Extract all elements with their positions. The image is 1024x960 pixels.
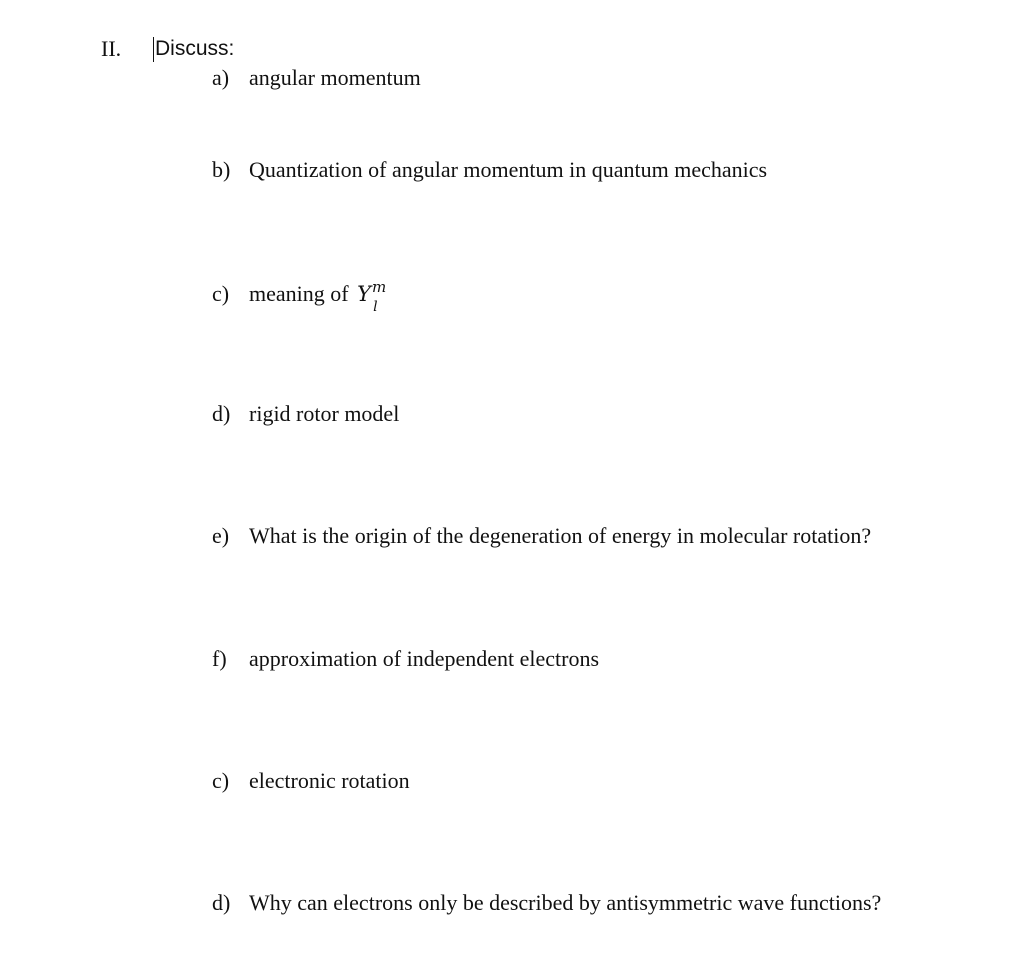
math-superscript: m xyxy=(371,278,387,296)
question-a xyxy=(212,64,421,92)
question-letter: d) xyxy=(212,890,231,915)
question-text: What is the origin of the degeneration of energy in molecular rotation? xyxy=(249,523,872,548)
question-letter: a) xyxy=(212,65,230,90)
question-b xyxy=(212,156,767,184)
question-letter: b) xyxy=(212,157,231,182)
section-heading-text: Discuss: xyxy=(155,37,235,60)
question-e xyxy=(212,522,871,550)
question-c-second xyxy=(212,767,410,795)
question-text: Quantization of angular momentum in quantum mechanics xyxy=(249,157,768,182)
question-text: meaning of xyxy=(249,281,355,306)
question-d-second xyxy=(212,889,881,917)
question-d xyxy=(212,400,399,428)
question-letter: c) xyxy=(212,281,230,306)
question-text: angular momentum xyxy=(249,65,421,90)
question-text: Why can electrons only be described by antisymmetric wave functions? xyxy=(249,890,882,915)
question-letter: f) xyxy=(212,646,227,671)
spherical-harmonic-symbol xyxy=(357,278,387,315)
question-text: electronic rotation xyxy=(249,768,410,793)
section-heading[interactable] xyxy=(153,35,234,63)
section-number: II. xyxy=(101,36,122,61)
question-text: approximation of independent electrons xyxy=(249,646,600,671)
question-f xyxy=(212,645,599,673)
question-c xyxy=(212,278,387,315)
question-letter: c) xyxy=(212,768,230,793)
text-cursor xyxy=(153,37,154,62)
question-letter: e) xyxy=(212,523,230,548)
math-base: Y xyxy=(357,282,371,306)
question-letter: d) xyxy=(212,401,231,426)
math-subscript: l xyxy=(373,299,378,315)
question-text: rigid rotor model xyxy=(249,401,400,426)
